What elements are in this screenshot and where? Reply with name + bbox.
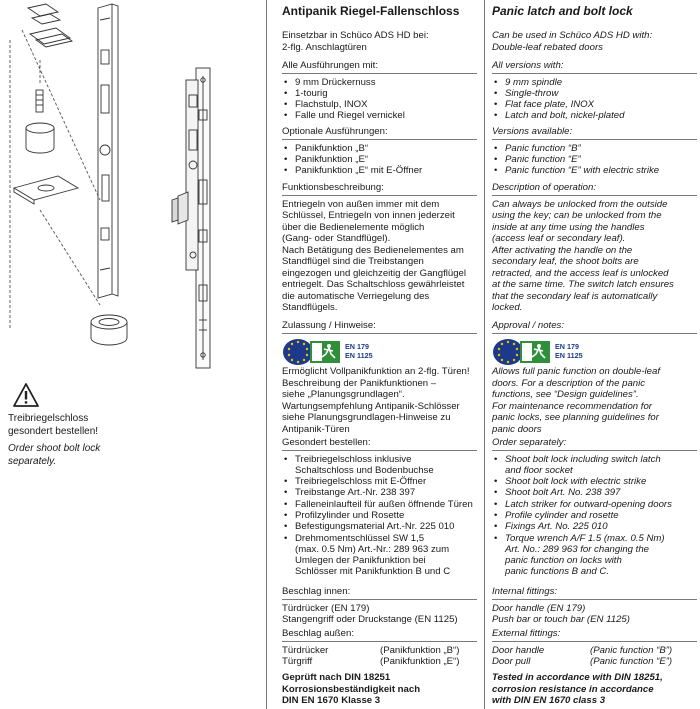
list-item: • Panikfunktion „E“ mit E-Öffner: [282, 165, 477, 176]
section-heading: Beschlag außen:: [282, 628, 354, 639]
warning-text-en: Order shoot bolt lock separately.: [8, 443, 101, 467]
list-item: • Falleneinlaufteil für außen öffnende Türen: [282, 499, 477, 510]
intro-en: Can be used in Schüco ADS HD with: Double-leaf rebated doors: [492, 30, 653, 53]
intro-de: Einsetzbar in Schüco ADS HD bei: 2-flg. Anschlagtüren: [282, 30, 429, 53]
list-item: • Single-throw: [492, 88, 697, 99]
optional-en: [492, 126, 697, 176]
section-heading: All versions with:: [492, 60, 564, 71]
lock-technical-drawing: [0, 0, 262, 372]
list-item: • Flat face plate, INOX: [492, 99, 697, 110]
fittings-out-de: [282, 628, 477, 668]
section-heading: Order separately:: [492, 437, 567, 448]
order-de: [282, 437, 477, 578]
list-item: • Panic function “E”: [492, 154, 697, 165]
list-item: • Treibstange Art.-Nr. 238 397: [282, 487, 477, 498]
fittings-in-de: Beschlag innen: Türdrücker (EN 179) Stangengriff oder Druckstange (EN 1125): [282, 586, 477, 626]
list-item: • Panic function “E” with electric strike: [492, 165, 697, 176]
warning-text-de: Treibriegelschloss gesondert bestellen!: [8, 413, 99, 437]
list-item: • 1-tourig: [282, 88, 477, 99]
fittings-in-en: Internal fittings: Door handle (EN 179) Push bar or touch bar (EN 1125): [492, 586, 697, 626]
fitting-row: Türdrücker (Panikfunktion „B“): [282, 644, 460, 656]
fitting-row: Door handle (Panic function “B”): [492, 644, 673, 656]
list-item: • Profile cylinder and rosette: [492, 510, 697, 521]
section-heading: External fittings:: [492, 628, 561, 639]
list-item: • Shoot bolt lock including switch latch and floor socket: [492, 454, 697, 477]
list-item: • Panikfunktion „E“: [282, 154, 477, 165]
page-title-de: Antipanik Riegel-Fallenschloss: [282, 4, 460, 18]
list-item: • 9 mm spindle: [492, 77, 697, 88]
left-column: [0, 0, 262, 709]
function-de: Funktionsbeschreibung: Entriegeln von außen immer mit dem Schlüssel, Entriegeln von innen jederzeit über die Bedienelemente möglich (Gang- oder Standflügel). Nach Betätigung des Bedienelementes am Standflügel sind die Treibstangen eingezogen und gleichzeitig der Gangflügel entriegelt. Das Schaltschloss gewährleistet die automatische Verriegelung des Standflügels.: [282, 182, 477, 314]
list-item: • Fixings Art. No. 225 010: [492, 521, 697, 532]
function-en: Description of operation: Can always be unlocked from the outside using the key; can be unlocked from the inside at any time using the handles (access leaf or secondary leaf). After activating the handle on the secondary leaf, the shoot bolts are retracted, and the access leaf is unlocked at the same time. The switch latch ensures that the secondary leaf is automatically locked.: [492, 182, 697, 314]
list-item: • Falle und Riegel vernickel: [282, 110, 477, 121]
list-item: • Shoot bolt Art. No. 238 397: [492, 487, 697, 498]
section-heading: Zulassung / Hinweise:: [282, 320, 376, 331]
versions-en: [492, 60, 697, 122]
section-heading: Gesondert bestellen:: [282, 437, 371, 448]
column-divider-middle: [484, 0, 485, 709]
optional-de: [282, 126, 477, 176]
section-heading: Internal fittings:: [492, 586, 558, 597]
fitting-row: Door pull (Panic function “E”): [492, 656, 673, 667]
warning-note: [8, 382, 248, 468]
eu-exit-sign-icon: [282, 338, 342, 366]
warning-triangle-icon: [12, 382, 40, 408]
versions-de: [282, 60, 477, 122]
section-heading: Versions available:: [492, 126, 573, 137]
list-item: • Flachstulp, INOX: [282, 99, 477, 110]
page-title-en: Panic latch and bolt lock: [492, 4, 633, 18]
german-column: [282, 0, 477, 709]
emergency-exit-eu-logo: EN 179 EN 1125: [282, 337, 477, 367]
section-heading: Description of operation:: [492, 182, 596, 193]
emergency-exit-eu-logo: EN 179 EN 1125: [492, 337, 697, 367]
list-item: • Latch and bolt, nickel-plated: [492, 110, 697, 121]
list-item: • Drehmomentschlüssel SW 1,5 (max. 0.5 Nm) Art.-Nr.: 289 963 zum Umlegen der Panikfunktion bei Schlösser mit Panikfunktion B und C: [282, 533, 477, 578]
section-heading: Beschlag innen:: [282, 586, 351, 597]
list-item: • Latch striker for outward-opening doors: [492, 499, 697, 510]
section-heading: Approval / notes:: [492, 320, 564, 331]
list-item: • Shoot bolt lock with electric strike: [492, 476, 697, 487]
column-divider-left: [266, 0, 267, 709]
list-item: • Panikfunktion „B“: [282, 143, 477, 154]
list-item: • Profilzylinder und Rosette: [282, 510, 477, 521]
tested-de: Geprüft nach DIN 18251 Korrosionsbeständigkeit nach DIN EN 1670 Klasse 3: [282, 672, 421, 706]
eu-exit-sign-icon: [492, 338, 552, 366]
section-heading: Optionale Ausführungen:: [282, 126, 388, 137]
section-heading: Funktionsbeschreibung:: [282, 182, 384, 193]
approval-text-en: Allows full panic function on double-leaf doors. For a description of the panic functions, see “Design guidelines”. For maintenance recommendation for panic locks, see planning guidelines for panic doors: [492, 366, 660, 435]
tested-en: Tested in accordance with DIN 18251, corrosion resistance in accordance with DIN EN 1670 class 3: [492, 672, 663, 706]
approval-en: [492, 320, 697, 367]
english-column: [492, 0, 697, 709]
fittings-out-en: [492, 628, 697, 668]
list-item: • Torque wrench A/F 1.5 (max. 0.5 Nm) Art. No.: 289 963 for changing the panic function on locks with panic functions B and C.: [492, 533, 697, 578]
list-item: • Panic function “B”: [492, 143, 697, 154]
list-item: • Treibriegelschloss mit E-Öffner: [282, 476, 477, 487]
list-item: • Befestigungsmaterial Art.-Nr. 225 010: [282, 521, 477, 532]
order-en: [492, 437, 697, 578]
approval-de: [282, 320, 477, 367]
list-item: • Treibriegelschloss inklusive Schaltschloss und Bodenbuchse: [282, 454, 477, 477]
fitting-row: Türgriff (Panikfunktion „E“): [282, 656, 460, 667]
list-item: • 9 mm Drückernuss: [282, 77, 477, 88]
section-heading: Alle Ausführungen mit:: [282, 60, 378, 71]
approval-text-de: Ermöglicht Vollpanikfunktion an 2-flg. Türen! Beschreibung der Panikfunktionen – siehe „Planungsgrundlagen“. Wartungsempfehlung Antipanik-Schlösser siehe Planungsgrundlagen-Hinweise zu Antipanik-Türen: [282, 366, 470, 435]
